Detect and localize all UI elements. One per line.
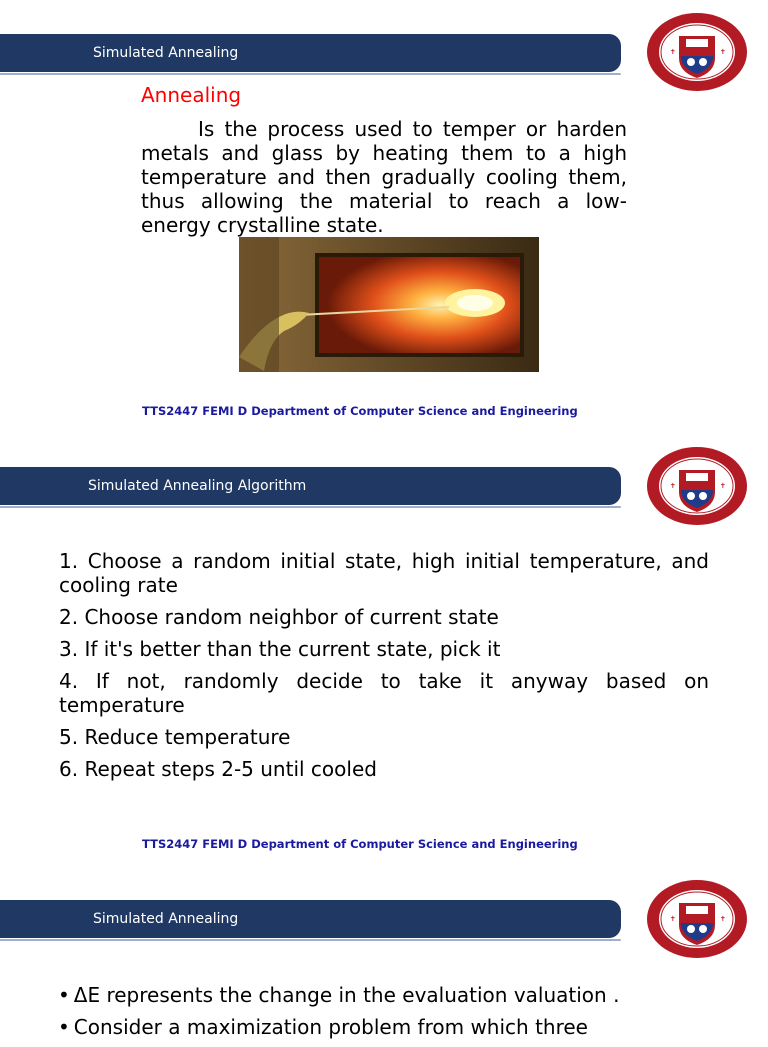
step-item: 2. Choose random neighbor of current state — [59, 605, 499, 629]
slide-banner — [0, 900, 621, 938]
step-item: 6. Repeat steps 2-5 until cooled — [59, 757, 377, 781]
slide-annealing — [0, 0, 768, 433]
svg-text:✝: ✝ — [670, 915, 676, 923]
step-item: 1. Choose a random initial state, high initial temperature, and cooling rate — [59, 549, 709, 597]
slide-footer: TTS2447 FEMI D Department of Computer Science and Engineering — [142, 837, 578, 851]
definition-text: Is the process used to temper or harden metals and glass by heating them to a high temperature and then gradually cooling them, thus allowing the material to reach a low-energy crystalline state. — [141, 117, 627, 237]
slide-algorithm — [0, 433, 768, 866]
slide-delta-e — [0, 866, 768, 1039]
algorithm-steps — [59, 549, 709, 789]
section-heading: Annealing — [141, 83, 242, 107]
svg-text:✝: ✝ — [720, 915, 726, 923]
university-logo — [646, 879, 748, 959]
svg-text:✝: ✝ — [720, 482, 726, 490]
svg-text:✝: ✝ — [720, 48, 726, 56]
furnace-glass-photo — [239, 237, 539, 372]
slide-banner — [0, 467, 621, 505]
banner-title: Simulated Annealing Algorithm — [88, 478, 307, 494]
svg-text:✝: ✝ — [670, 48, 676, 56]
slide-banner — [0, 34, 621, 72]
explanation-bullets — [58, 983, 718, 1047]
svg-text:✝: ✝ — [670, 482, 676, 490]
university-logo — [646, 446, 748, 526]
slide-footer: TTS2447 FEMI D Department of Computer Science and Engineering — [142, 404, 578, 418]
banner-title: Simulated Annealing — [93, 45, 239, 61]
university-logo — [646, 12, 748, 92]
step-item: 5. Reduce temperature — [59, 725, 291, 749]
bullet-item: • ΔE represents the change in the evaluation valuation . — [58, 983, 718, 1007]
step-item: 3. If it's better than the current state, pick it — [59, 637, 501, 661]
bullet-item: • Consider a maximization problem from which three — [58, 1015, 718, 1039]
banner-title: Simulated Annealing — [93, 911, 239, 927]
step-item: 4. If not, randomly decide to take it anyway based on temperature — [59, 669, 709, 717]
